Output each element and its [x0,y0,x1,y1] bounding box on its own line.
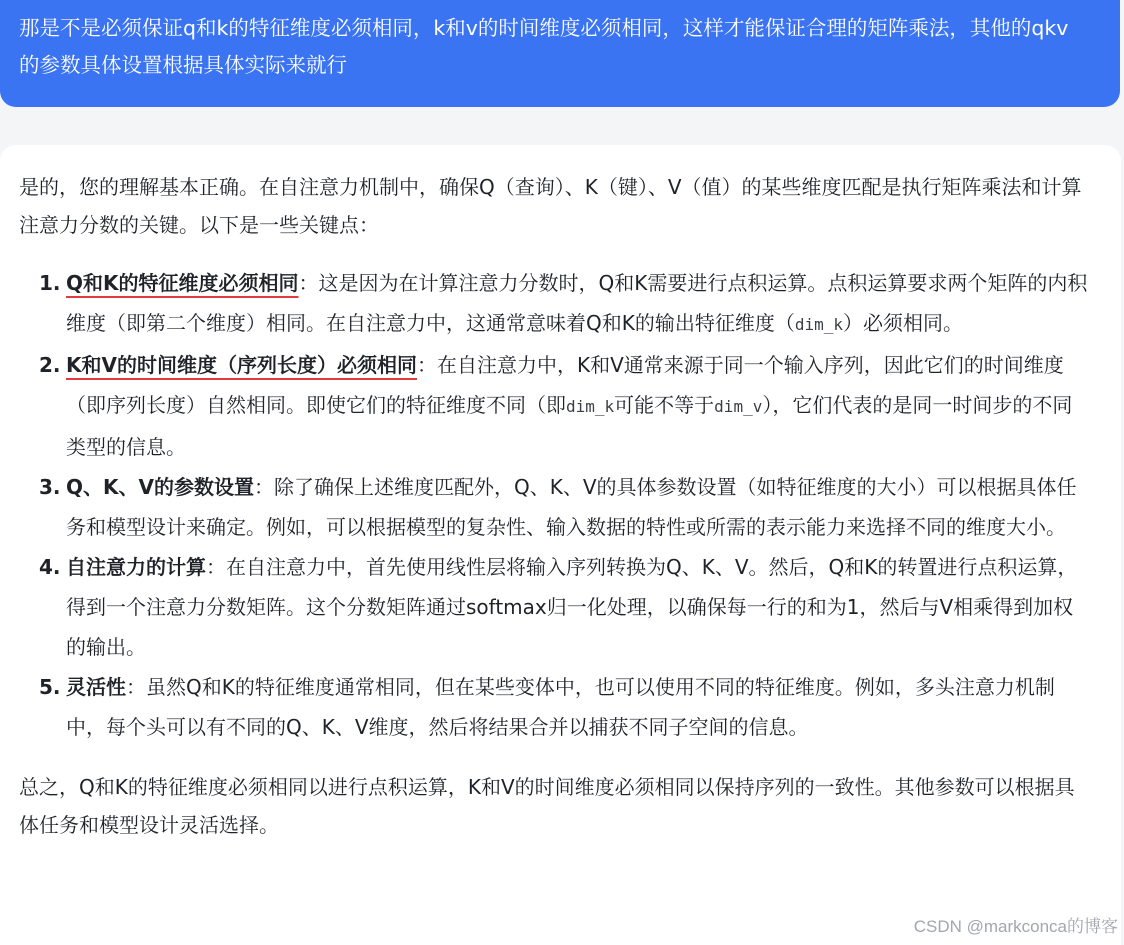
point-number: 2. [39,353,61,377]
assistant-answer-card [0,145,1121,945]
key-point-3 [19,467,1089,547]
point-text: ：在自注意力中，K和V通常来源于同一个输入序列，因此它们的时间维度（即序列长度）自然相同。即使它们的特征维度不同（即 [66,353,1064,417]
key-point-1 [19,263,1089,345]
point-text: ：虽然Q和K的特征维度通常相同，但在某些变体中，也可以使用不同的特征维度。例如，多头注意力机制中，每个头可以有不同的Q、K、V维度，然后将结果合并以捕获不同子空间的信息。 [66,675,1055,739]
answer-summary: 总之，Q和K的特征维度必须相同以进行点积运算，K和V的时间维度必须相同以保持序列的一致性。其他参数可以根据具体任务和模型设计灵活选择。 [19,775,1075,837]
point-title: Q、K、V的参数设置 [66,475,254,499]
user-message-text: 那是不是必须保证q和k的特征维度必须相同，k和v的时间维度必须相同，这样才能保证合理的矩阵乘法，其他的qkv的参数具体设置根据具体实际来就行 [19,16,1069,77]
point-number: 3. [39,475,61,499]
point-text: ）必须相同。 [843,311,964,335]
answer-intro: 是的，您的理解基本正确。在自注意力机制中，确保Q（查询）、K（键）、V（值）的某些维度匹配是执行矩阵乘法和计算注意力分数的关键。以下是一些关键点： [19,175,1082,237]
point-number: 1. [39,271,61,295]
inline-code: dim_v [714,397,763,416]
key-point-4 [19,547,1089,667]
point-text: ），它们代表的是同一时间步的不同类型的信息。 [66,393,1073,459]
point-number: 4. [39,555,61,579]
point-text: ：在自注意力中，首先使用线性层将输入序列转换为Q、K、V。然后，Q和K的转置进行点积运算，得到一个注意力分数矩阵。这个分数矩阵通过softmax归一化处理，以确保每一行的和为1，然后与V相乘得到加权的输出。 [66,555,1078,659]
point-title: Q和K的特征维度必须相同 [66,271,299,295]
csdn-watermark: CSDN @markconca的博客 [913,917,1118,936]
inline-code: dim_k [566,397,615,416]
point-title: K和V的时间维度（序列长度）必须相同 [66,353,417,377]
key-point-5 [19,667,1089,747]
point-text: 可能不等于 [614,393,715,417]
point-text: ：除了确保上述维度匹配外，Q、K、V的具体参数设置（如特征维度的大小）可以根据具体任务和模型设计来确定。例如，可以根据模型的复杂性、输入数据的特性或所需的表示能力来选择不同的维度大小。 [66,475,1077,539]
point-text: ：这是因为在计算注意力分数时，Q和K需要进行点积运算。点积运算要求两个矩阵的内积维度（即第二个维度）相同。在自注意力中，这通常意味着Q和K的输出特征维度（ [66,271,1088,335]
point-title: 自注意力的计算 [66,555,206,579]
inline-code: dim_k [794,315,844,334]
point-number: 5. [39,675,61,699]
user-message-bubble [0,0,1120,107]
key-points-list [19,263,1089,747]
key-point-2 [19,345,1089,467]
point-title: 灵活性 [66,675,126,699]
